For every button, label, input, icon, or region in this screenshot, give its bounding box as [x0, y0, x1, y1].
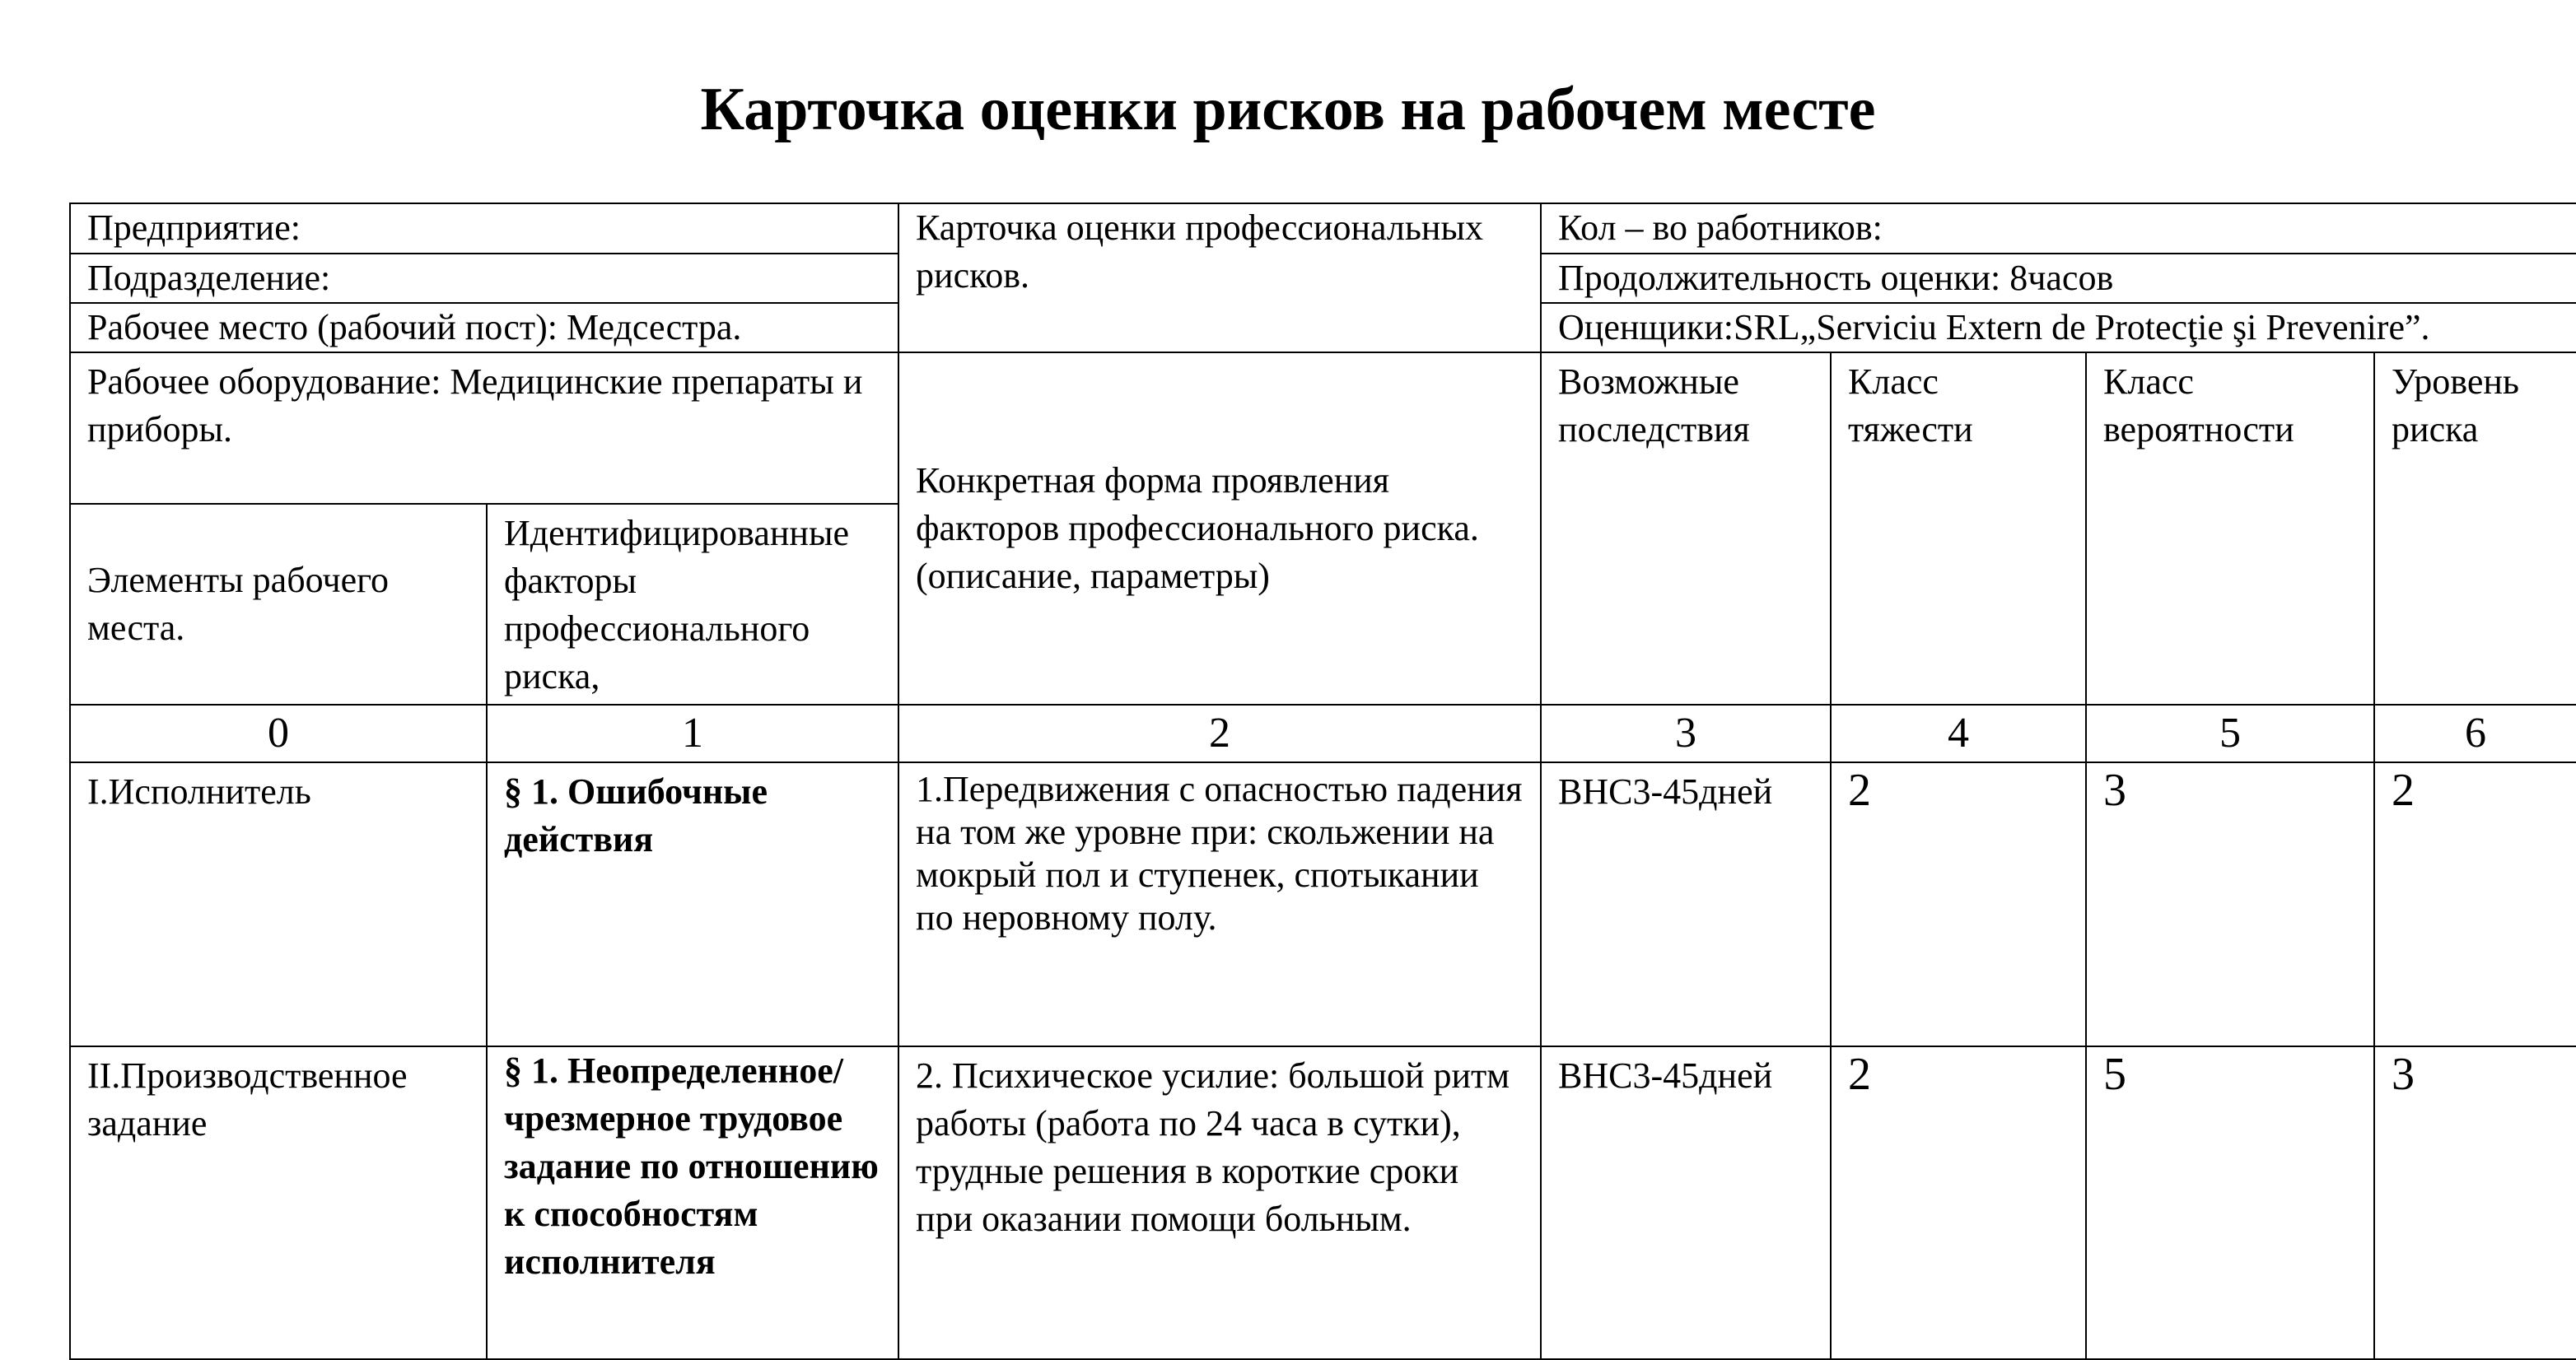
department-cell: Подразделение:	[70, 254, 898, 303]
row-consequence: ВНС3-45дней	[1541, 1046, 1831, 1359]
risk-assessment-table	[69, 203, 2576, 1360]
column-number-2: 2	[898, 705, 1541, 762]
row-risk-level: 3	[2374, 1046, 2576, 1359]
row-consequence: ВНС3-45дней	[1541, 762, 1831, 1046]
table-row	[70, 762, 2576, 1046]
column-head-probability: Класс вероятности	[2086, 352, 2374, 705]
table-row	[70, 1046, 2576, 1359]
column-head-risk-level: Уровень риска	[2374, 352, 2576, 705]
equipment-cell: Рабочее оборудование: Медицинские препараты и приборы.	[70, 352, 898, 504]
row-risk-level: 2	[2374, 762, 2576, 1046]
page-title: Карточка оценки рисков на рабочем месте	[700, 76, 1876, 143]
row-factor: § 1. Неопределенное/ чрезмерное трудовое задание по отношению к способностям исполнителя	[487, 1046, 898, 1359]
card-title-cell: Карточка оценки профессиональных рисков.	[898, 203, 1541, 352]
column-number-0: 0	[70, 705, 487, 762]
column-number-3: 3	[1541, 705, 1831, 762]
column-head-consequences: Возможные последствия	[1541, 352, 1831, 705]
row-factor: § 1. Ошибочные действия	[487, 762, 898, 1046]
column-number-4: 4	[1831, 705, 2086, 762]
row-element: II.Производственное задание	[70, 1046, 487, 1359]
column-head-form: Конкретная форма проявления факторов профессионального риска. (описание, параметры)	[898, 352, 1541, 705]
row-element: I.Исполнитель	[70, 762, 487, 1046]
row-severity: 2	[1831, 762, 2086, 1046]
evaluators-cell: Оценщики:SRL„Serviciu Extern de Protecţie şi Prevenire”.	[1541, 303, 2576, 352]
column-head-elements: Элементы рабочего места.	[70, 504, 487, 705]
column-head-severity: Класс тяжести	[1831, 352, 2086, 705]
column-head-factors: Идентифицированные факторы профессионального риска,	[487, 504, 898, 705]
workers-count-cell: Кол – во работников:	[1541, 203, 2576, 254]
column-number-5: 5	[2086, 705, 2374, 762]
workplace-cell: Рабочее место (рабочий пост): Медсестра.	[70, 303, 898, 352]
enterprise-cell: Предприятие:	[70, 203, 898, 254]
duration-cell: Продолжительность оценки: 8часов	[1541, 254, 2576, 303]
row-severity: 2	[1831, 1046, 2086, 1359]
row-probability: 5	[2086, 1046, 2374, 1359]
row-description: 2. Психическое усилие: большой ритм работы (работа по 24 часа в сутки), трудные решения в короткие сроки при оказании помощи больным.	[898, 1046, 1541, 1359]
column-number-1: 1	[487, 705, 898, 762]
row-probability: 3	[2086, 762, 2374, 1046]
column-number-6: 6	[2374, 705, 2576, 762]
row-description: 1.Передвижения с опасностью падения на том же уровне при: скольжении на мокрый пол и ступенек, спотыкании по неровному полу.	[898, 762, 1541, 1046]
